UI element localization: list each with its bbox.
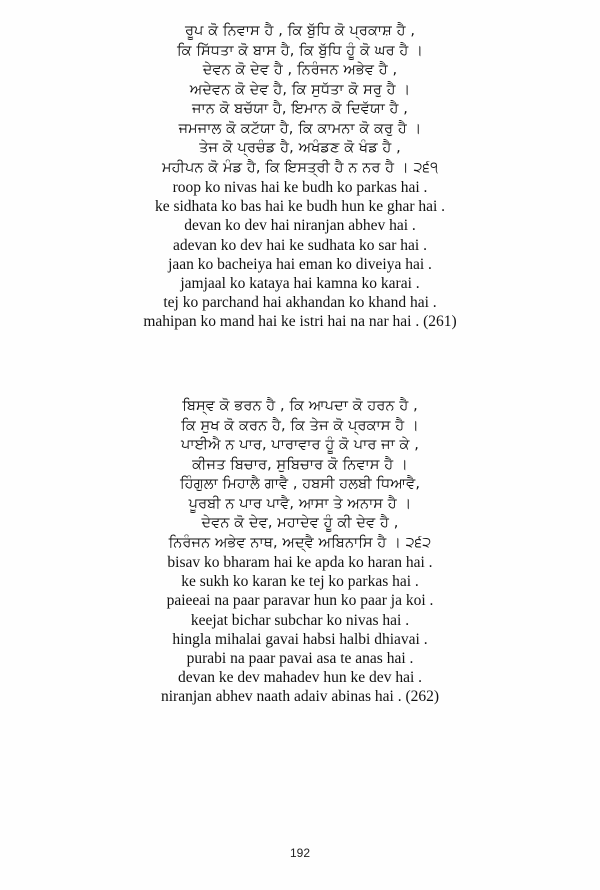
transliteration-line: jaan ko bacheiya hai eman ko diveiya hai . bbox=[168, 255, 432, 273]
gurmukhi-line: ਜਮਜਾਲ ਕੋ ਕਟੱਯਾ ਹੈ, ਕਿ ਕਾਮਨਾ ਕੋ ਕਰੁ ਹੈ । bbox=[178, 120, 422, 137]
transliteration-line: ke sidhata ko bas hai ke budh hun ke ghar hai . bbox=[154, 198, 446, 216]
transliteration-line: purabi na paar pavai asa te anas hai . bbox=[186, 650, 414, 668]
gurmukhi-line: ਰੂਪ ਕੋ ਨਿਵਾਸ ਹੈ , ਕਿ ਬੁੱਧਿ ਕੋ ਪ੍ਰਕਾਸ਼ ਹੈ , bbox=[184, 23, 416, 39]
transliteration-line: roop ko nivas hai ke budh ko parkas hai . bbox=[172, 179, 428, 196]
gurmukhi-line: ਨਿਰੰਜਨ ਅਭੇਵ ਨਾਥ, ਅਦ੍ਵੈ ਅਬਿਨਾਸਿ ਹੈ । ੨੬੨ bbox=[168, 534, 432, 551]
transliteration-line: bisav ko bharam hai ke apda ko haran hai . bbox=[167, 554, 433, 571]
transliteration-line: mahipan ko mand hai ke istri hai na nar hai . (261) bbox=[143, 313, 457, 331]
gurmukhi-line: ਪਾਈਐ ਨ ਪਾਰ, ਪਾਰਾਵਾਰ ਹੂੰ ਕੋ ਪਾਰ ਜਾ ਕੇ , bbox=[181, 437, 419, 453]
gurmukhi-line: ਹਿੰਗੁਲਾ ਮਿਹਾਲੈ ਗਾਵੈ , ਹਬਸੀ ਹਲਬੀ ਧਿਆਵੈ, bbox=[179, 476, 421, 492]
page-number: 192 bbox=[289, 846, 311, 860]
stanza-261 bbox=[40, 22, 560, 332]
gurmukhi-line: ਅਦੇਵਨ ਕੋ ਦੇਵ ਹੈ, ਕਿ ਸੁਧੱਤਾ ਕੋ ਸਰੁ ਹੈ । bbox=[189, 81, 411, 98]
transliteration-line: devan ke dev mahadev hun ke dev hai . bbox=[177, 669, 423, 687]
gurmukhi-line: ਤੇਜ ਕੋ ਪ੍ਰਚੰਡ ਹੈ, ਅਖੰਡਣ ਕੋ ਖੰਡ ਹੈ , bbox=[199, 140, 401, 156]
transliteration-line: tej ko parchand hai akhandan ko khand hai . bbox=[163, 294, 437, 312]
gurmukhi-line: ਦੇਵਨ ਕੋ ਦੇਵ, ਮਹਾਦੇਵ ਹੂੰ ਕੀ ਦੇਵ ਹੈ , bbox=[201, 515, 399, 531]
gurmukhi-line: ਪੂਰਬੀ ਨ ਪਾਰ ਪਾਵੈ, ਆਸਾ ਤੇ ਅਨਾਸ ਹੈ । bbox=[188, 495, 412, 512]
gurmukhi-line: ਕੀਜਤ ਬਿਚਾਰ, ਸੁਬਿਚਾਰ ਕੋ ਨਿਵਾਸ ਹੈ । bbox=[192, 456, 408, 473]
transliteration-line: devan ko dev hai niranjan abhev hai . bbox=[184, 217, 416, 235]
transliteration-line: hingla mihalai gavai habsi halbi dhiavai . bbox=[172, 630, 428, 648]
transliteration-line: adevan ko dev hai ke sudhata ko sar hai . bbox=[173, 236, 427, 254]
gurmukhi-line: ਦੇਵਨ ਕੋ ਦੇਵ ਹੈ , ਨਿਰੰਜਨ ਅਭੇਵ ਹੈ , bbox=[202, 62, 398, 78]
gurmukhi-line: ਮਹੀਪਨ ਕੋ ਮੰਡ ਹੈ, ਕਿ ਇਸਤ੍ਰੀ ਹੈ ਨ ਨਰ ਹੈ । ੨੬੧ bbox=[161, 159, 439, 176]
stanza-262 bbox=[40, 397, 560, 707]
gurmukhi-line: ਕਿ ਸਿੱਧਤਾ ਕੋ ਬਾਸ ਹੈ, ਕਿ ਬੁੱਧਿ ਹੂੰ ਕੋ ਘਰ ਹੈ । bbox=[177, 42, 423, 59]
gurmukhi-line: ਜਾਨ ਕੋ ਬਚੱਯਾ ਹੈ, ਇਮਾਨ ਕੋ ਦਿਵੱਯਾ ਹੈ , bbox=[192, 101, 408, 117]
gurmukhi-line: ਕਿ ਸੁਖ ਕੋ ਕਰਨ ਹੈ, ਕਿ ਤੇਜ ਕੋ ਪ੍ਰਕਾਸ ਹੈ । bbox=[181, 417, 419, 434]
transliteration-line: niranjan abhev naath adaiv abinas hai . (262) bbox=[160, 688, 440, 706]
transliteration-line: paieeai na paar paravar hun ko paar ja koi . bbox=[166, 592, 434, 610]
transliteration-line: jamjaal ko kataya hai kamna ko karai . bbox=[180, 275, 420, 293]
gurmukhi-line: ਬਿਸ੍ਵ ਕੋ ਭਰਨ ਹੈ , ਕਿ ਆਪਦਾ ਕੋ ਹਰਨ ਹੈ , bbox=[182, 398, 418, 414]
transliteration-line: keejat bichar subchar ko nivas hai . bbox=[190, 611, 410, 629]
transliteration-line: ke sukh ko karan ke tej ko parkas hai . bbox=[181, 573, 419, 591]
